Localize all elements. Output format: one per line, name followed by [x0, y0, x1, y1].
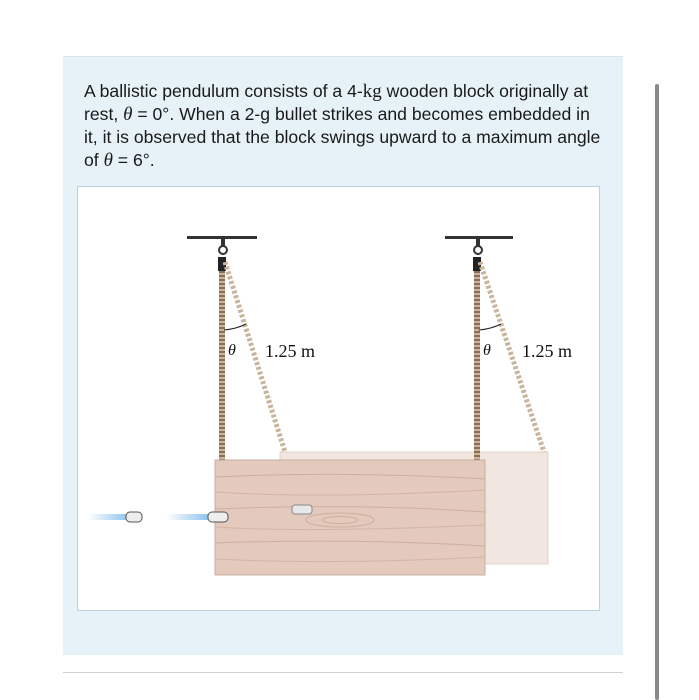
theta-label-left: θ: [228, 342, 236, 359]
hook-ring-left: [219, 246, 227, 254]
problem-text-6: .: [149, 150, 155, 170]
problem-text-1: A ballistic pendulum consists of a 4-: [84, 81, 363, 101]
length-label-left: 1.25 m: [265, 341, 316, 361]
rope-vertical-left: [219, 271, 225, 461]
scrollbar[interactable]: [655, 84, 659, 700]
ceiling-support-right: [445, 236, 513, 239]
divider: [63, 672, 623, 673]
unit-kg: kg: [362, 81, 382, 102]
rope-vertical-right: [474, 271, 480, 461]
problem-text-2: wooden block originally at rest,: [84, 81, 589, 124]
ceiling-support-left: [187, 236, 257, 239]
bullet-at-block: [208, 512, 228, 522]
embedded-bullet: [292, 505, 312, 514]
problem-text-5: = 6°: [112, 150, 150, 170]
pendulum-figure: [77, 186, 600, 611]
theta-symbol: θ: [103, 150, 113, 171]
theta-label-right: θ: [483, 342, 491, 359]
theta-symbol: θ: [123, 104, 133, 125]
pendulum-diagram: [78, 187, 601, 612]
problem-statement: [84, 80, 604, 172]
problem-text-3: = 0°: [132, 104, 170, 124]
bullet: [126, 512, 142, 522]
length-label-right: 1.25 m: [522, 341, 573, 361]
problem-text-4: . When a 2-g bullet strikes and becomes embedded in it, it is observed that the block swings upward to a maximum angle of: [84, 104, 601, 170]
hook-ring-right: [474, 246, 482, 254]
angle-arc-right: [479, 324, 501, 330]
wooden-block: [215, 460, 485, 575]
